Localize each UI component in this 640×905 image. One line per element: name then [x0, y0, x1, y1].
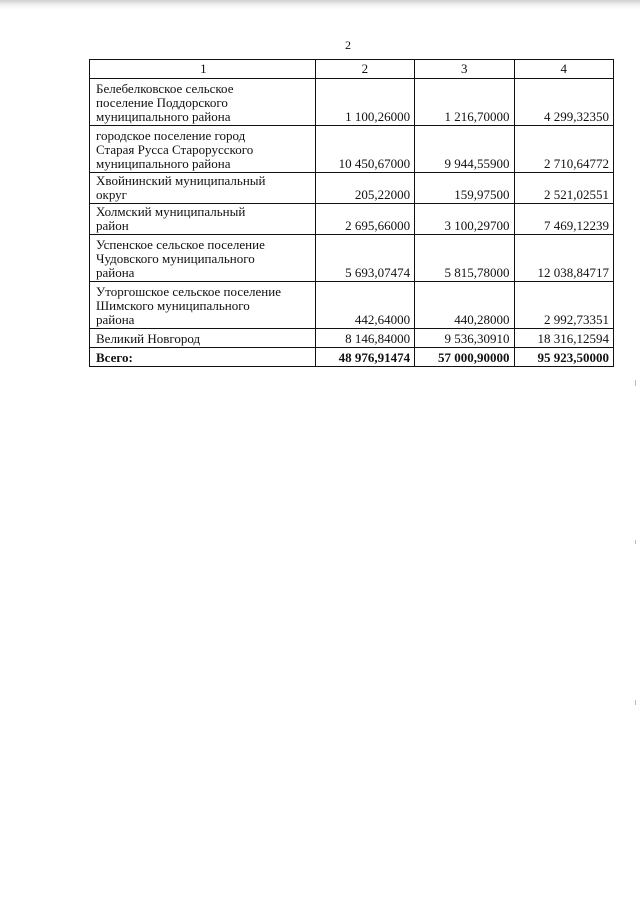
row-value-col-4: 2 521,02551: [514, 173, 613, 204]
row-value-col-3: 440,28000: [415, 282, 514, 329]
header-col-1: 1: [90, 60, 316, 79]
row-value-col-2: 1 100,26000: [315, 79, 414, 126]
table-row: [90, 126, 614, 173]
row-value-col-3: 1 216,70000: [415, 79, 514, 126]
row-name-line: Чудовского муниципального: [96, 251, 255, 266]
row-value-col-3: 5 815,78000: [415, 235, 514, 282]
row-value-col-4: 7 469,12239: [514, 204, 613, 235]
table-row: [90, 79, 614, 126]
row-name-line: района: [96, 312, 135, 327]
row-name-line: Хвойнинский муниципальный: [96, 173, 266, 188]
total-value-col-4: 95 923,50000: [514, 348, 613, 367]
total-value-col-2: 48 976,91474: [315, 348, 414, 367]
row-value-col-4: 12 038,84717: [514, 235, 613, 282]
row-name-line: Холмский муниципальный: [96, 204, 246, 219]
row-value-col-4: 18 316,12594: [514, 329, 613, 348]
row-name-cell: [90, 204, 316, 235]
row-name-cell: [90, 173, 316, 204]
row-name-line: Успенское сельское поселение: [96, 237, 265, 252]
row-value-col-4: 4 299,32350: [514, 79, 613, 126]
row-value-col-4: 2 992,73351: [514, 282, 613, 329]
table-header-row: [90, 60, 614, 79]
table-row: [90, 235, 614, 282]
row-name-line: муниципального района: [96, 156, 231, 171]
scan-top-edge: [0, 0, 640, 10]
row-value-col-3: 9 944,55900: [415, 126, 514, 173]
row-name-cell: [90, 79, 316, 126]
row-name-line: городское поселение город: [96, 128, 246, 143]
row-name-line: Старая Русса Старорусского: [96, 142, 254, 157]
table-row: [90, 204, 614, 235]
row-value-col-2: 10 450,67000: [315, 126, 414, 173]
row-value-col-3: 3 100,29700: [415, 204, 514, 235]
row-name-cell: [90, 282, 316, 329]
row-value-col-2: 442,64000: [315, 282, 414, 329]
scan-speck: [635, 700, 636, 705]
row-name-line: муниципального района: [96, 109, 231, 124]
row-value-col-2: 205,22000: [315, 173, 414, 204]
row-value-col-4: 2 710,64772: [514, 126, 613, 173]
table-row: [90, 282, 614, 329]
row-value-col-2: 5 693,07474: [315, 235, 414, 282]
row-name-cell: [90, 126, 316, 173]
row-name-line: Великий Новгород: [96, 331, 201, 346]
row-name-line: район: [96, 218, 129, 233]
header-col-2: 2: [315, 60, 414, 79]
table-row: [90, 329, 614, 348]
table-total-row: [90, 348, 614, 367]
budget-table: [89, 59, 614, 367]
row-name-line: поселение Поддорского: [96, 95, 228, 110]
page-number: 2: [345, 38, 351, 52]
scan-speck: [635, 380, 636, 386]
row-value-col-2: 2 695,66000: [315, 204, 414, 235]
row-value-col-2: 8 146,84000: [315, 329, 414, 348]
header-col-4: 4: [514, 60, 613, 79]
row-name-line: Шимского муниципального: [96, 298, 250, 313]
scan-speck: [635, 540, 636, 544]
row-name-cell: [90, 235, 316, 282]
table-row: [90, 173, 614, 204]
row-name-line: Белебелковское сельское: [96, 81, 234, 96]
row-name-line: района: [96, 265, 135, 280]
row-name-line: Уторгошское сельское поселение: [96, 284, 281, 299]
total-label: Всего:: [90, 348, 316, 367]
row-name-cell: [90, 329, 316, 348]
header-col-3: 3: [415, 60, 514, 79]
row-name-line: округ: [96, 187, 127, 202]
row-value-col-3: 9 536,30910: [415, 329, 514, 348]
total-value-col-3: 57 000,90000: [415, 348, 514, 367]
row-value-col-3: 159,97500: [415, 173, 514, 204]
